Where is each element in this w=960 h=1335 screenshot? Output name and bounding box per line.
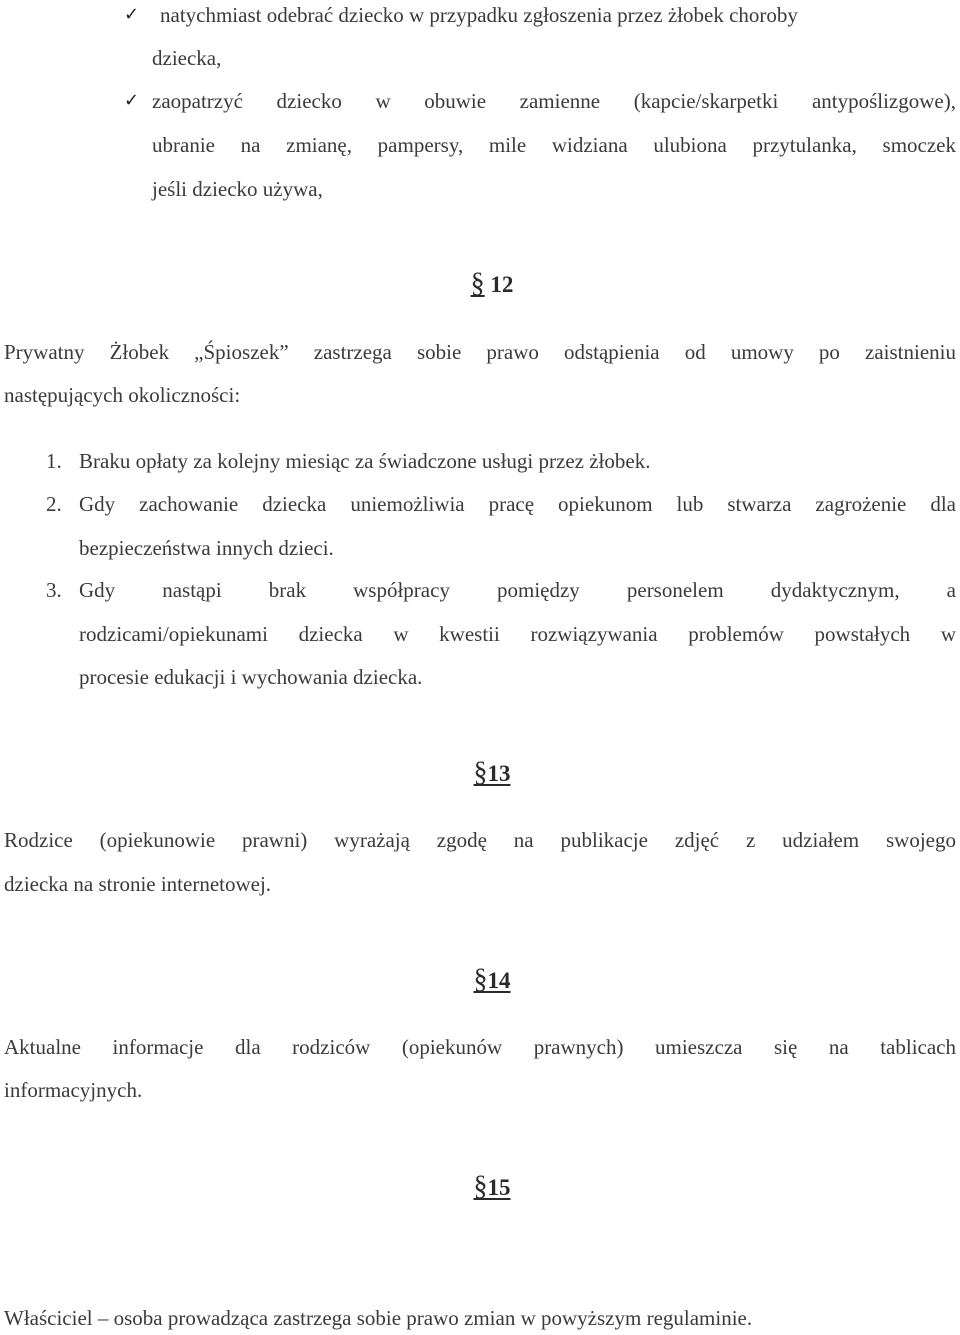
section-heading-12: [12, 270, 960, 299]
check-icon: ✓: [124, 4, 140, 25]
list-item-3-line-2: rodzicami/opiekunami dziecka w kwestii rozwiązywania problemów powstałych w: [79, 622, 956, 646]
section-12-intro-line-2: następujących okoliczności:: [4, 383, 241, 407]
section-14-line-2: informacyjnych.: [4, 1078, 143, 1102]
section-13-line-2: dziecka na stronie internetowej.: [4, 872, 272, 896]
list-item-3-line-3: procesie edukacji i wychowania dziecka.: [79, 665, 423, 689]
section-12-intro-line-1: Prywatny Żłobek „Śpioszek” zastrzega sobie prawo odstąpienia od umowy po zaistnieniu: [4, 340, 956, 364]
section-number: 12: [490, 272, 514, 297]
section-number: 14: [487, 968, 511, 993]
paragraph-sign: §: [473, 757, 488, 788]
section-number: 15: [487, 1175, 511, 1200]
list-item-2-line-1: Gdy zachowanie dziecka uniemożliwia pracę opiekunom lub stwarza zagrożenie dla: [79, 492, 956, 516]
paragraph-sign: §: [473, 964, 488, 995]
checklist-item-1-line-2: dziecka,: [152, 46, 222, 70]
checklist-item-2-line-2: ubranie na zmianę, pampersy, mile widziana ulubiona przytulanka, smoczek: [152, 133, 956, 157]
section-13-line-1: Rodzice (opiekunowie prawni) wyrażają zgodę na publikacje zdjęć z udziałem swojego: [4, 828, 956, 852]
list-number: 2.: [46, 492, 62, 516]
list-item-1: Braku opłaty za kolejny miesiąc za świadczone usługi przez żłobek.: [79, 449, 651, 473]
paragraph-sign: §: [473, 1171, 488, 1202]
list-item-3-line-1: Gdy nastąpi brak współpracy pomiędzy personelem dydaktycznym, a: [79, 578, 956, 602]
section-heading-15: [12, 1173, 960, 1202]
checklist-text: natychmiast odebrać dziecko w przypadku zgłoszenia przez żłobek choroby: [160, 3, 798, 27]
list-number: 1.: [46, 449, 62, 473]
section-15-line-1: Właściciel – osoba prowadząca zastrzega sobie prawo zmian w powyższym regulaminie.: [4, 1306, 753, 1330]
checklist-item-1-line-1: [160, 3, 956, 27]
section-14-line-1: Aktualne informacje dla rodziców (opiekunów prawnych) umieszcza się na tablicach: [4, 1035, 956, 1059]
section-heading-14: [12, 966, 960, 995]
section-number: 13: [487, 761, 511, 786]
list-item-2-line-2: bezpieczeństwa innych dzieci.: [79, 536, 334, 560]
check-icon: ✓: [124, 90, 140, 111]
section-heading-13: [12, 759, 960, 788]
checklist-item-2-line-1: zaopatrzyć dziecko w obuwie zamienne (kapcie/skarpetki antypoślizgowe),: [152, 89, 956, 113]
paragraph-sign: §: [470, 268, 485, 299]
checklist-item-2-line-3: jeśli dziecko używa,: [152, 177, 323, 201]
list-number: 3.: [46, 578, 62, 602]
